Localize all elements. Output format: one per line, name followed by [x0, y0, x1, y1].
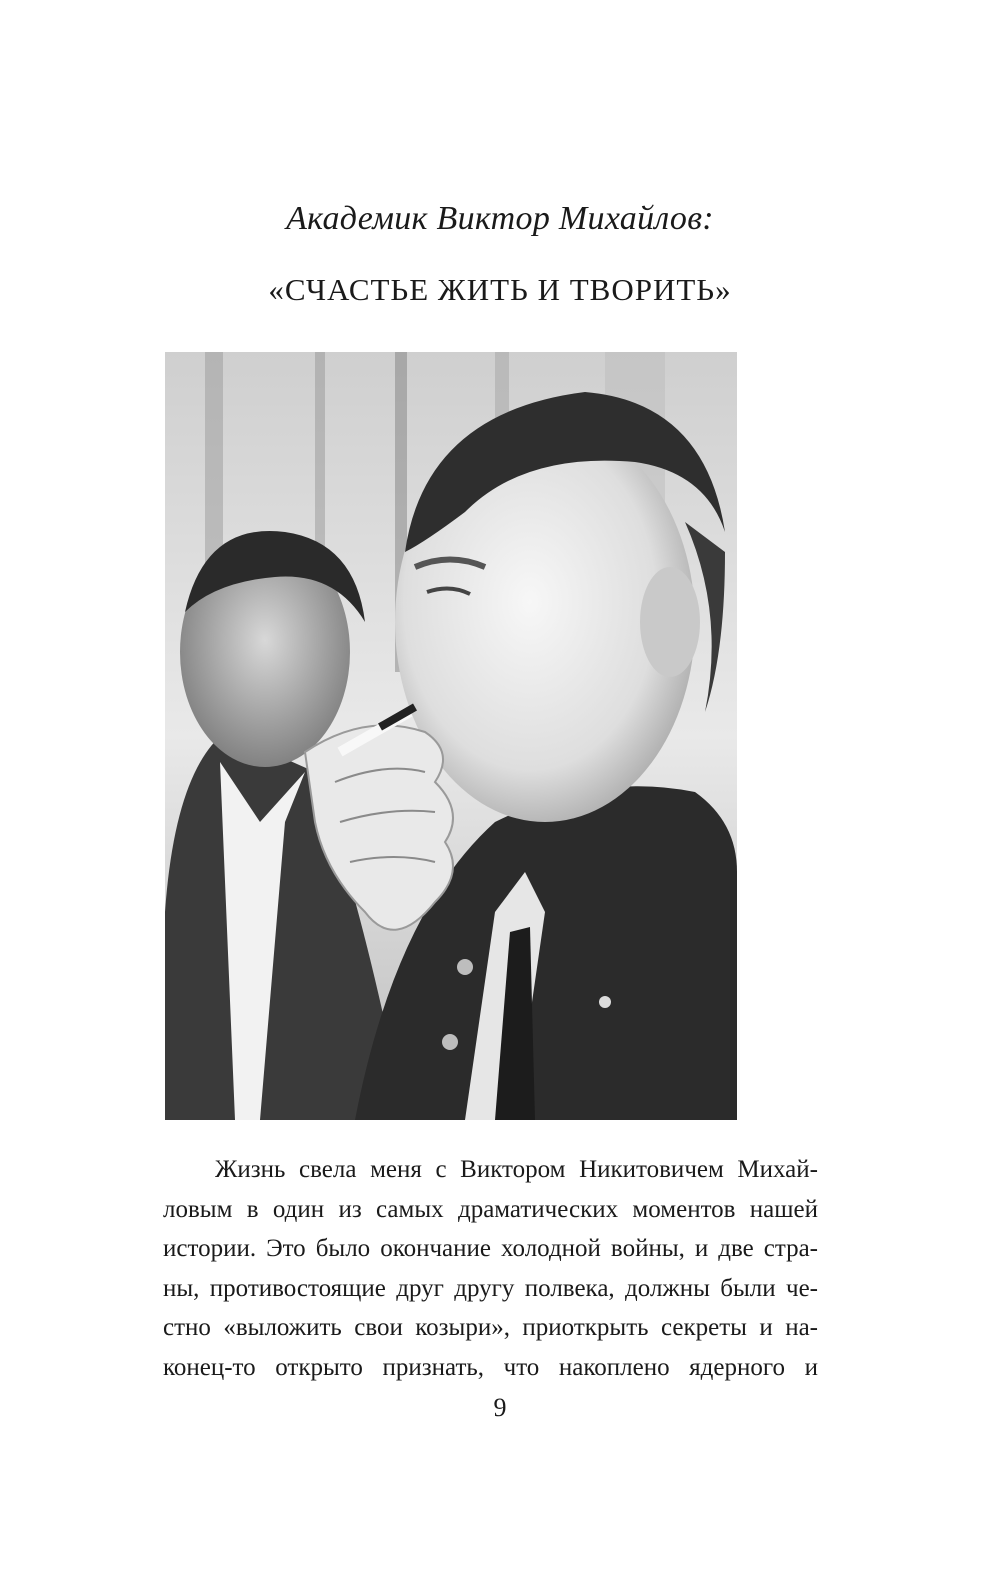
body-line: конец-то открыто признать, что накоплено ядерного и: [163, 1353, 818, 1381]
chapter-subtitle: Академик Виктор Михайлов:: [286, 200, 714, 237]
body-line: стно «выложить свои козыри», приоткрыть секреты и на-: [163, 1314, 818, 1341]
body-line: Жизнь свела меня с Виктором Никитовичем Михай-: [215, 1156, 818, 1183]
portrait-photo: [165, 352, 737, 1120]
body-line: истории. Это было окончание холодной войны, и две стра-: [163, 1235, 818, 1262]
page-number: 9: [493, 1393, 507, 1422]
body-paragraph: [163, 1150, 818, 1387]
chapter-title: «СЧАСТЬЕ ЖИТЬ И ТВОРИТЬ»: [268, 272, 732, 307]
body-line: ловым в один из самых драматических моментов нашей: [163, 1195, 818, 1223]
body-line: ны, противостоящие друг другу полвека, должны были че-: [163, 1274, 818, 1302]
